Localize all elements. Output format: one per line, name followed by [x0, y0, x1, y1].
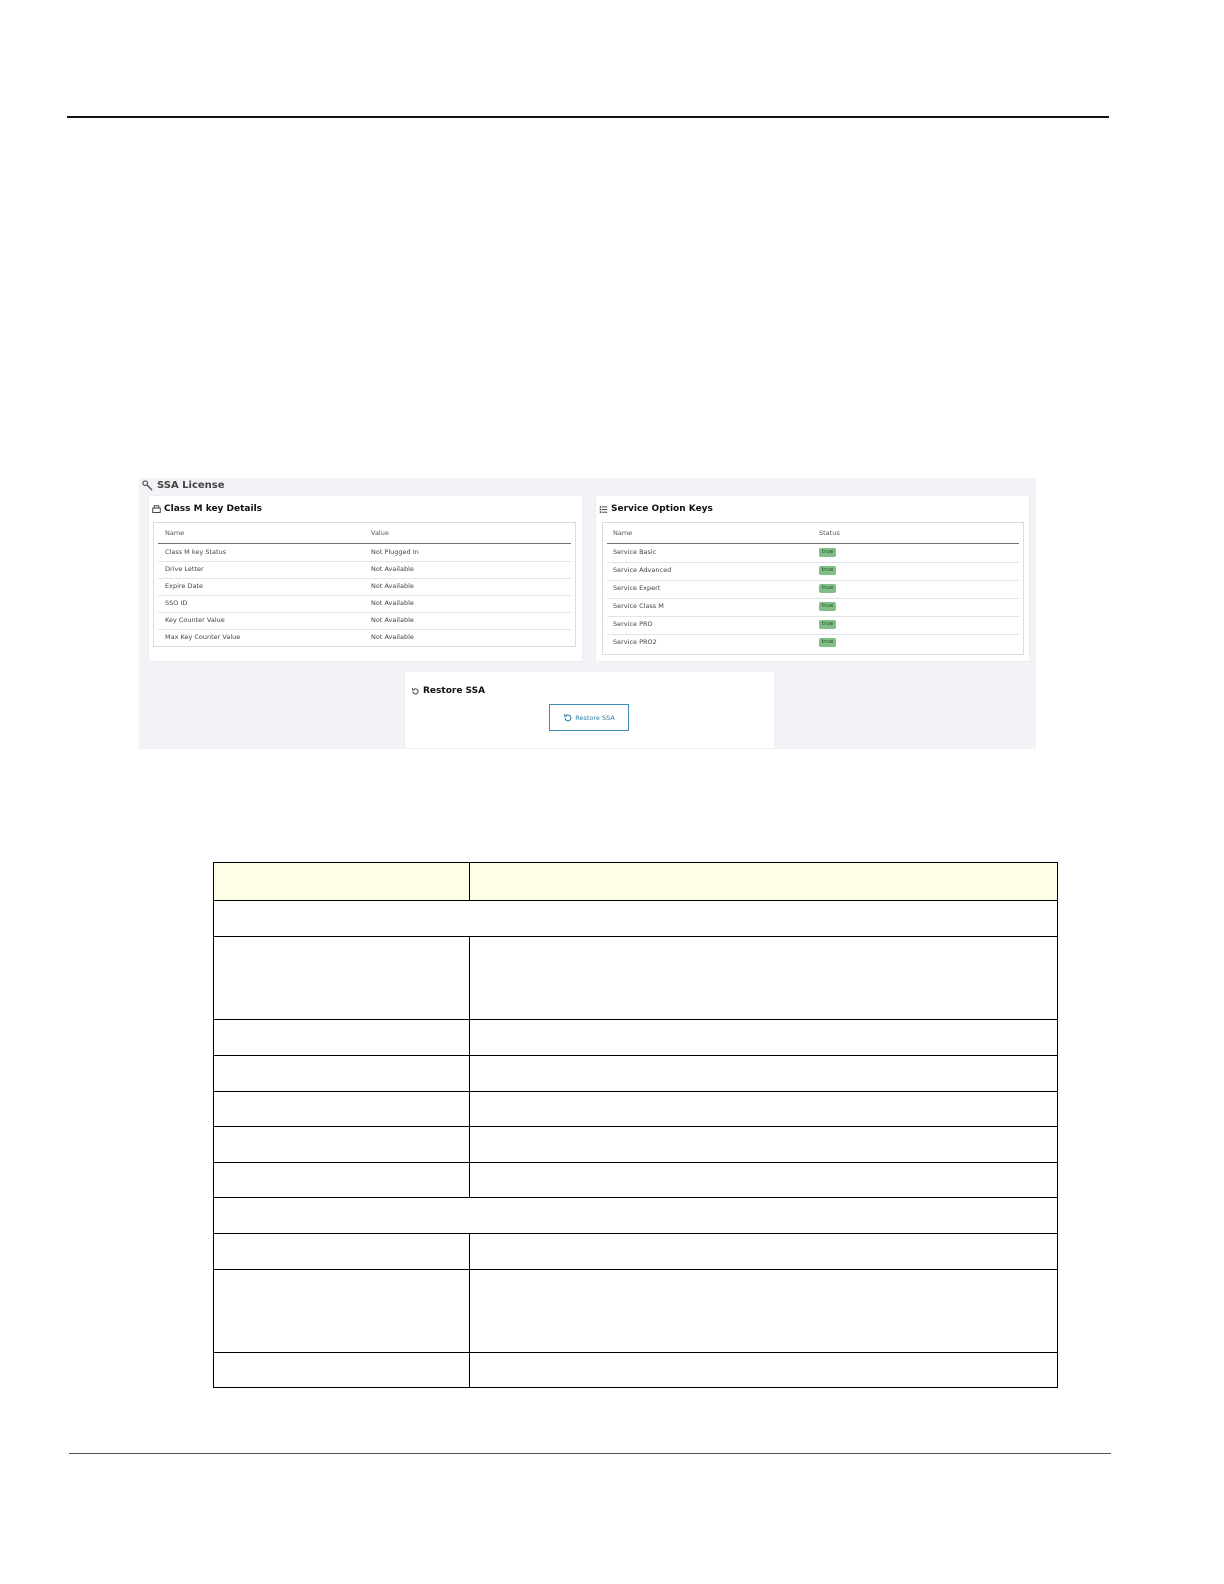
table-row	[158, 561, 571, 579]
row-name: Service Class M	[613, 602, 664, 610]
row-name: Class M key Status	[165, 548, 226, 556]
row-name: Service Advanced	[613, 566, 672, 574]
column-divider	[469, 1127, 470, 1162]
column-divider	[469, 1353, 470, 1387]
table-row	[214, 1056, 1057, 1092]
table-row	[158, 612, 571, 630]
restore-ssa-button[interactable]	[549, 704, 629, 731]
section-row	[214, 901, 1057, 937]
row-name: Drive Letter	[165, 565, 204, 573]
column-divider	[469, 1020, 470, 1055]
restore-ssa-title-text: Restore SSA	[423, 686, 486, 696]
row-value: Not Available	[371, 599, 414, 607]
service-keys-title	[599, 504, 713, 514]
table-row	[214, 1270, 1057, 1353]
section-row	[214, 1198, 1057, 1234]
status-badge: true	[819, 638, 836, 647]
status-badge: true	[819, 566, 836, 575]
table-row	[214, 1092, 1057, 1127]
ssa-license-title	[142, 480, 225, 491]
table-row	[607, 598, 1019, 617]
row-name: Service PRO2	[613, 638, 657, 646]
table-row	[214, 1234, 1057, 1270]
column-divider	[469, 1270, 470, 1352]
table-row	[214, 1127, 1057, 1163]
table-row	[214, 1163, 1057, 1198]
table-row	[158, 578, 571, 596]
table-row	[158, 544, 571, 562]
col-status-header: Status	[819, 529, 840, 537]
col-name-header: Name	[165, 529, 185, 537]
table-row	[607, 562, 1019, 581]
key-device-icon	[152, 505, 161, 514]
row-value: Not Available	[371, 582, 414, 590]
row-value: Not Available	[371, 616, 414, 624]
row-value: Not Plugged In	[371, 548, 419, 556]
table-header-row	[214, 863, 1057, 901]
class-m-title-text: Class M key Details	[164, 504, 263, 514]
service-keys-title-text: Service Option Keys	[611, 504, 713, 514]
row-value: Not Available	[371, 565, 414, 573]
ssa-license-label: SSA License	[157, 480, 225, 491]
status-badge: true	[819, 620, 836, 629]
column-divider	[469, 1092, 470, 1126]
table-row	[607, 544, 1019, 563]
table-row	[214, 1020, 1057, 1056]
col-value-header: Value	[371, 529, 389, 537]
table-row	[607, 580, 1019, 599]
status-badge: true	[819, 602, 836, 611]
restore-ssa-card	[404, 671, 775, 749]
restore-ssa-title	[411, 686, 485, 696]
footer-rule	[69, 1453, 1111, 1454]
class-m-card	[148, 495, 583, 662]
row-name: Expire Date	[165, 582, 204, 590]
row-value: Not Available	[371, 633, 414, 641]
column-divider	[469, 863, 470, 900]
row-name: Service Basic	[613, 548, 657, 556]
status-badge: true	[819, 548, 836, 557]
column-divider	[469, 1234, 470, 1269]
column-divider	[469, 1056, 470, 1091]
restore-icon	[563, 713, 573, 723]
table-row	[158, 629, 571, 646]
service-keys-card	[595, 495, 1030, 662]
ssa-license-screenshot	[139, 478, 1036, 749]
row-name: Service Expert	[613, 584, 661, 592]
row-name: SSO ID	[165, 599, 188, 607]
restore-icon	[411, 687, 420, 696]
status-badge: true	[819, 584, 836, 593]
col-name-header: Name	[613, 529, 633, 537]
service-keys-table	[602, 522, 1024, 655]
class-m-table	[153, 522, 576, 647]
list-icon	[599, 505, 608, 514]
table-row	[607, 616, 1019, 635]
header-rule	[67, 116, 1109, 118]
table-row	[214, 1353, 1057, 1387]
description-table	[213, 862, 1058, 1388]
row-name: Max Key Counter Value	[165, 633, 241, 641]
table-row	[607, 634, 1019, 652]
table-row	[214, 937, 1057, 1020]
restore-ssa-button-label: Restore SSA	[575, 713, 615, 722]
wrench-icon	[142, 480, 153, 491]
row-name: Service PRO	[613, 620, 653, 628]
column-divider	[469, 1163, 470, 1197]
class-m-title	[152, 504, 262, 514]
table-row	[158, 595, 571, 613]
row-name: Key Counter Value	[165, 616, 225, 624]
column-divider	[469, 937, 470, 1019]
